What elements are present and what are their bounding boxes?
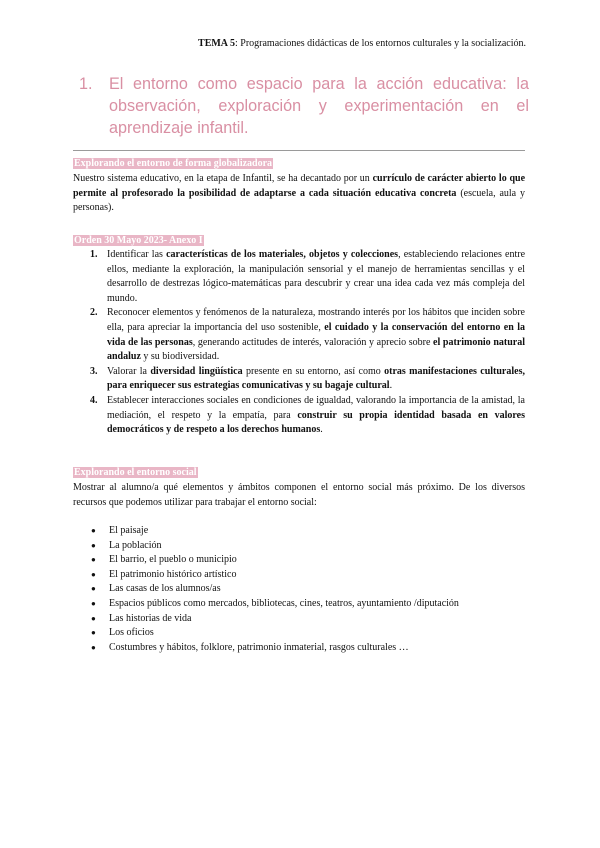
list-item-text: La población bbox=[109, 539, 162, 551]
list-item-text: Costumbres y hábitos, folklore, patrimonio inmaterial, rasgos culturales … bbox=[109, 641, 409, 653]
list-item-text: Las historias de vida bbox=[109, 612, 192, 624]
section3-paragraph: Mostrar al alumno/a qué elementos y ámbitos componen el entorno social más próximo. De los diversos recursos que podemos utilizar para trabajar el entorno social: bbox=[73, 482, 525, 508]
list-item-text: Los oficios bbox=[109, 627, 154, 639]
list-item bbox=[73, 365, 525, 394]
list-item bbox=[73, 568, 525, 583]
header-label: TEMA 5 bbox=[198, 38, 235, 49]
section2-heading-text: Orden 30 Mayo 2023- Anexo I bbox=[74, 235, 203, 246]
list-item-text: Reconocer elementos y fenómenos de la naturaleza, mostrando interés por los hábitos que inciden sobre ella, para apreciar la importancia del uso sostenible, el cuidado y la conservación del entorno en la vida de las personas, generando actitudes de interés, valoración y aprecio sobre el patrimonio natural andaluz y su biodiversidad. bbox=[107, 307, 525, 363]
section-title bbox=[79, 73, 529, 139]
section3-bullet-list bbox=[73, 524, 525, 655]
list-item bbox=[73, 597, 525, 612]
section3-heading bbox=[73, 466, 198, 479]
list-item-text: El patrimonio histórico artístico bbox=[109, 568, 237, 580]
section1-text-a: Nuestro sistema educativo, en la etapa de Infantil, se ha decantado por un bbox=[73, 173, 373, 184]
bullet-icon: ● bbox=[91, 628, 96, 638]
list-item-text: El paisaje bbox=[109, 525, 149, 536]
list-item bbox=[73, 626, 525, 641]
section1-text-bold: currículo de carácter abierto lo que permite al profesorado la posibilidad de adaptarse a cada situación educativa concreta bbox=[73, 173, 526, 199]
list-item-text: Espacios públicos como mercados, bibliotecas, cines, teatros, ayuntamiento /diputación bbox=[109, 597, 459, 609]
section2-numbered-list bbox=[73, 248, 525, 438]
section2-heading bbox=[73, 234, 204, 247]
page-header bbox=[198, 38, 526, 49]
list-item-text: Las casas de los alumnos/as bbox=[109, 583, 221, 595]
list-item bbox=[73, 641, 525, 656]
bullet-icon: ● bbox=[91, 584, 96, 594]
list-item bbox=[73, 306, 525, 364]
bullet-icon: ● bbox=[91, 569, 96, 579]
section1-text-c: (escuela, aula y personas). bbox=[73, 187, 525, 214]
header-text: : Programaciones didácticas de los entornos culturales y la socialización. bbox=[234, 38, 526, 49]
bullet-icon: ● bbox=[91, 613, 96, 623]
list-item bbox=[73, 612, 525, 627]
list-item bbox=[73, 582, 525, 597]
bullet-icon: ● bbox=[91, 555, 96, 565]
list-item bbox=[73, 553, 525, 568]
list-item-number: 4. bbox=[90, 394, 98, 406]
list-item-text: Identificar las características de los materiales, objetos y colecciones, estableciendo relaciones entre ellos, mediante la exploración, la manipulación sensorial y el manejo de herramientas sencillas y el desarrollo de destrezas lógico-matemáticas para descubrir y crear una idea cada vez más compleja del mundo. bbox=[107, 249, 526, 304]
bullet-icon: ● bbox=[91, 598, 96, 608]
list-item-number: 2. bbox=[90, 307, 98, 319]
section1-heading bbox=[73, 157, 273, 170]
list-item bbox=[73, 524, 525, 539]
list-item-text: Valorar la diversidad lingüística presente en su entorno, así como otras manifestaciones culturales, para enriquecer sus estrategias comunicativas y su bagaje cultural. bbox=[107, 365, 525, 392]
list-item-number: 1. bbox=[90, 249, 98, 260]
list-item bbox=[73, 248, 525, 306]
section3-heading-text: Explorando el entorno social bbox=[74, 467, 197, 478]
title-text: El entorno como espacio para la acción educativa: la observación, exploración y experimentación en el aprendizaje infantil. bbox=[109, 75, 529, 137]
list-item-text: Establecer interacciones sociales en condiciones de igualdad, valorando la importancia de la amistad, la mediación, el respeto y la empatía, para construir su propia identidad basada en valores democráticos y de respeto a los derechos humanos. bbox=[107, 394, 525, 436]
bullet-icon: ● bbox=[91, 540, 96, 550]
list-item bbox=[73, 539, 525, 554]
list-item bbox=[73, 394, 525, 438]
list-item-number: 3. bbox=[90, 365, 98, 377]
title-number: 1. bbox=[79, 75, 93, 93]
section1-paragraph bbox=[73, 172, 525, 216]
bullet-icon: ● bbox=[91, 526, 96, 535]
section1-heading-text: Explorando el entorno de forma globalizadora bbox=[74, 158, 273, 169]
bullet-icon: ● bbox=[91, 642, 96, 652]
title-divider bbox=[73, 150, 525, 151]
list-item-text: El barrio, el pueblo o municipio bbox=[109, 554, 237, 566]
